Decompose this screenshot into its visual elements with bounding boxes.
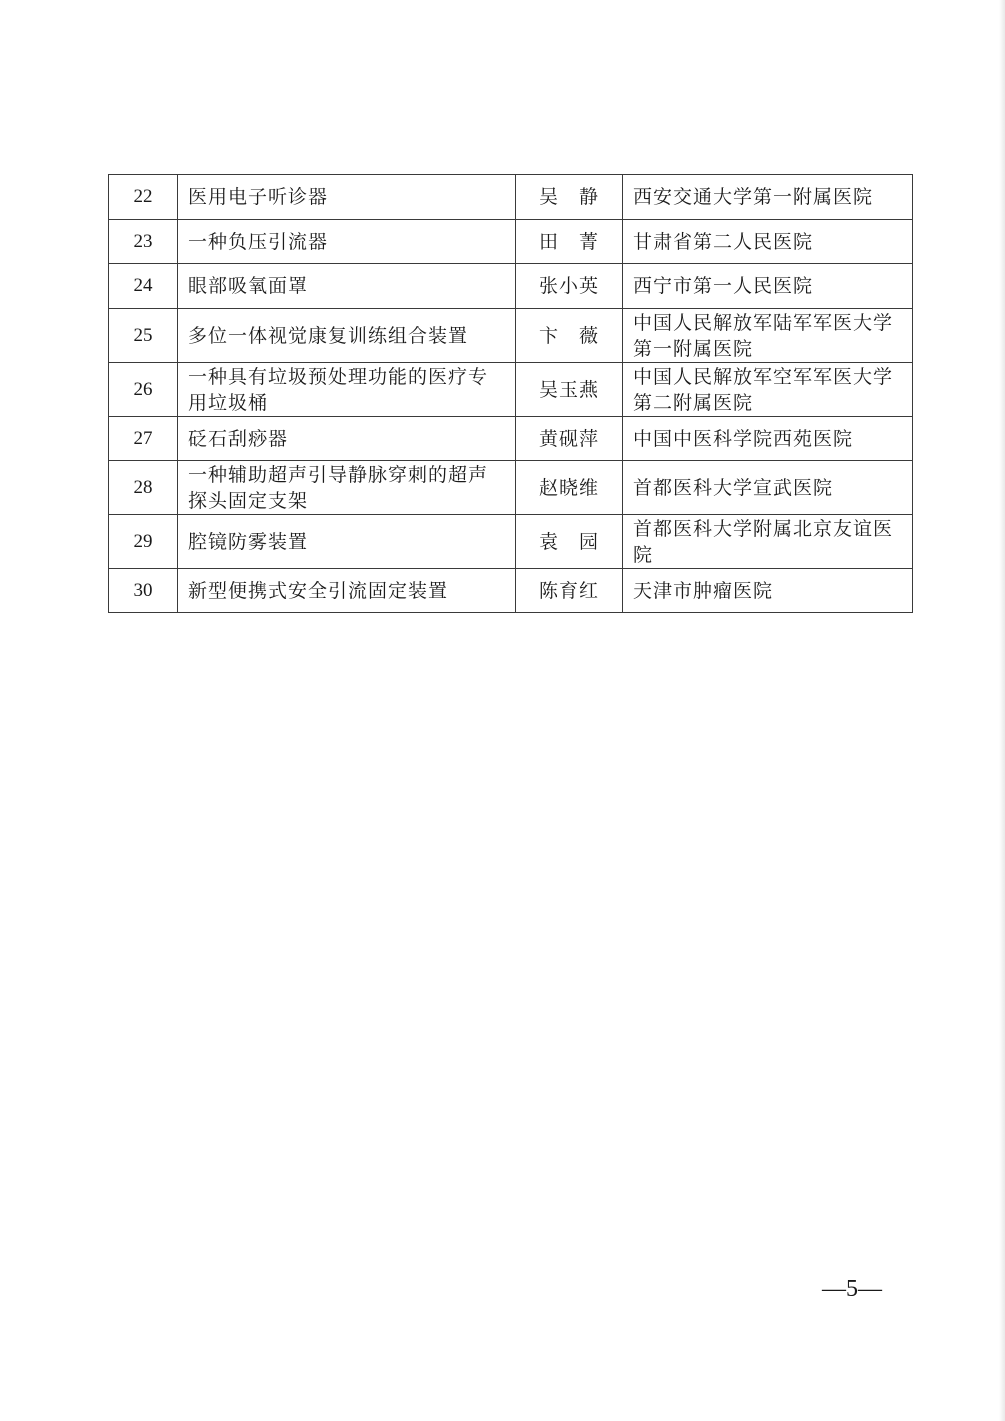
organization: 中国中医科学院西苑医院 <box>623 417 913 461</box>
person-name: 田 菁 <box>516 220 623 264</box>
organization: 西宁市第一人民医院 <box>623 264 913 309</box>
row-number: 29 <box>109 515 178 569</box>
organization: 天津市肿瘤医院 <box>623 569 913 613</box>
organization: 首都医科大学宣武医院 <box>623 461 913 515</box>
table-row <box>109 417 913 461</box>
person-name: 吴 静 <box>516 175 623 220</box>
person-name: 吴玉燕 <box>516 363 623 417</box>
table-row <box>109 309 913 363</box>
page-number: —5— <box>822 1276 882 1302</box>
table-row <box>109 264 913 309</box>
row-number: 28 <box>109 461 178 515</box>
person-name: 袁 园 <box>516 515 623 569</box>
row-number: 23 <box>109 220 178 264</box>
row-number: 24 <box>109 264 178 309</box>
table-row <box>109 461 913 515</box>
person-name: 黄砚萍 <box>516 417 623 461</box>
project-name: 腔镜防雾装置 <box>178 515 516 569</box>
person-name: 张小英 <box>516 264 623 309</box>
row-number: 25 <box>109 309 178 363</box>
table-row <box>109 363 913 417</box>
organization: 中国人民解放军陆军军医大学第一附属医院 <box>623 309 913 363</box>
project-name: 新型便携式安全引流固定装置 <box>178 569 516 613</box>
table-row <box>109 175 913 220</box>
person-name: 陈育红 <box>516 569 623 613</box>
person-name: 卞 薇 <box>516 309 623 363</box>
project-name: 一种具有垃圾预处理功能的医疗专用垃圾桶 <box>178 363 516 417</box>
organization: 首都医科大学附属北京友谊医院 <box>623 515 913 569</box>
row-number: 22 <box>109 175 178 220</box>
project-name: 医用电子听诊器 <box>178 175 516 220</box>
table-row <box>109 220 913 264</box>
organization: 西安交通大学第一附属医院 <box>623 175 913 220</box>
project-name: 多位一体视觉康复训练组合装置 <box>178 309 516 363</box>
table-row <box>109 515 913 569</box>
organization: 中国人民解放军空军军医大学第二附属医院 <box>623 363 913 417</box>
page-edge-shadow <box>999 0 1005 1421</box>
row-number: 27 <box>109 417 178 461</box>
person-name: 赵晓维 <box>516 461 623 515</box>
row-number: 26 <box>109 363 178 417</box>
award-table <box>108 174 913 613</box>
organization: 甘肃省第二人民医院 <box>623 220 913 264</box>
project-name: 砭石刮痧器 <box>178 417 516 461</box>
project-name: 一种负压引流器 <box>178 220 516 264</box>
row-number: 30 <box>109 569 178 613</box>
table-row <box>109 569 913 613</box>
project-name: 眼部吸氧面罩 <box>178 264 516 309</box>
project-name: 一种辅助超声引导静脉穿刺的超声探头固定支架 <box>178 461 516 515</box>
